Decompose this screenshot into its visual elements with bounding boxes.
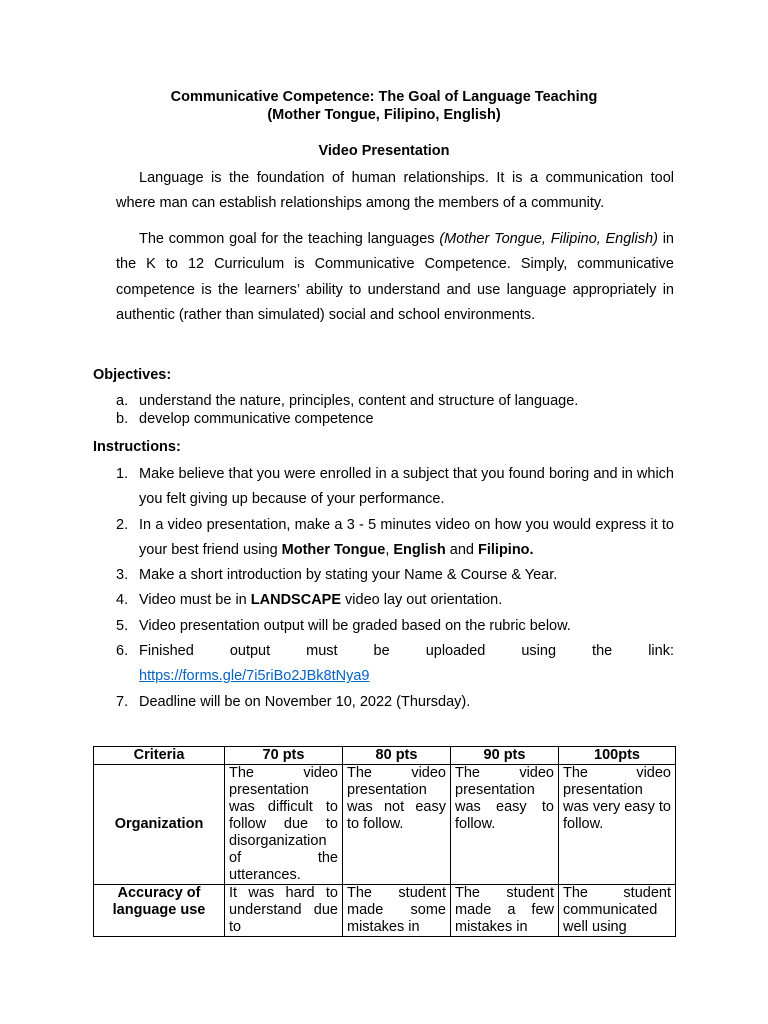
instruction-text: Video must be in (139, 592, 251, 609)
instruction-text-end: video lay out orientation. (341, 592, 503, 609)
instruction-separator: and (445, 541, 478, 558)
rubric-header-80: 80 pts (343, 747, 451, 765)
instruction-marker: 4. (116, 592, 129, 609)
rubric-cell: The video presentation was very easy to follow. (559, 765, 676, 885)
rubric-header-70: 70 pts (225, 747, 343, 765)
rubric-cell: It was hard to understand due to (225, 885, 343, 937)
rubric-table (93, 746, 676, 937)
instruction-text: Make a short introduction by stating your Name & Course & Year. (139, 567, 558, 584)
orientation-landscape: LANDSCAPE (250, 592, 342, 609)
rubric-header-criteria: Criteria (94, 747, 225, 765)
intro-paragraph: Language is the foundation of human relationships. It is a communication tool where man can establish relationships among the members of a community. (116, 170, 674, 212)
objectives-heading: Objectives: (93, 367, 172, 383)
document-title: Communicative Competence: The Goal of Language Teaching (170, 89, 598, 105)
instruction-separator: , (385, 541, 394, 558)
objective-item (116, 410, 674, 428)
goal-paragraph-end: in the K to 12 Curriculum is Communicative Competence. Simply, communicative competence is the learners’ ability to understand and use language appropriately in authentic (rather than simulated) social and school environments. (116, 231, 674, 323)
document-title-languages: (Mother Tongue, Filipino, English) (267, 107, 501, 123)
instruction-text: Make believe that you were enrolled in a subject that you found boring and in which you felt giving up because of your performance. (139, 466, 674, 508)
instruction-text: Deadline will be on November 10, 2022 (Thursday). (139, 693, 471, 710)
instruction-text: Finished output must be uploaded using the link: (139, 643, 674, 660)
upload-form-link[interactable]: https://forms.gle/7i5riBo2JBk8tNya9 (139, 668, 370, 685)
objective-item (116, 392, 674, 410)
objective-text: understand the nature, principles, content and structure of language. (139, 393, 579, 409)
instruction-marker: 3. (116, 567, 129, 584)
language-mother-tongue: Mother Tongue (281, 541, 386, 558)
rubric-header-100: 100pts (559, 747, 676, 765)
instruction-marker: 1. (116, 466, 129, 482)
objective-text: develop communicative competence (139, 411, 374, 427)
instruction-item (116, 690, 674, 715)
rubric-criteria-organization: Organization (94, 765, 225, 885)
instruction-marker: 6. (116, 643, 129, 660)
rubric-cell: The student communicated well using (559, 885, 676, 937)
goal-paragraph-start: The common goal for the teaching languages (139, 231, 440, 247)
objective-marker: b. (116, 411, 129, 427)
rubric-header-90: 90 pts (451, 747, 559, 765)
rubric-cell: The video presentation was not easy to follow. (343, 765, 451, 885)
objectives-list (116, 392, 674, 428)
rubric-header-row (94, 747, 676, 765)
language-filipino: Filipino. (478, 541, 534, 558)
instruction-item (116, 462, 674, 513)
instruction-item (116, 513, 674, 564)
instruction-item (116, 563, 674, 588)
rubric-cell: The video presentation was difficult to follow due to disorganization of the utterances. (225, 765, 343, 885)
instruction-marker: 2. (116, 516, 129, 533)
rubric-criteria-accuracy: Accuracy of language use (94, 885, 225, 937)
rubric-row-organization (94, 765, 676, 885)
instructions-list (116, 462, 674, 715)
instructions-heading: Instructions: (93, 439, 181, 455)
instruction-marker: 7. (116, 693, 129, 710)
goal-paragraph-languages: (Mother Tongue, Filipino, English) (439, 231, 658, 247)
rubric-cell: The student made a few mistakes in (451, 885, 559, 937)
rubric-cell: The video presentation was easy to follow. (451, 765, 559, 885)
instruction-item (116, 639, 674, 690)
instruction-marker: 5. (116, 617, 129, 634)
rubric-cell: The student made some mistakes in (343, 885, 451, 937)
language-english: English (393, 541, 446, 558)
rubric-row-accuracy (94, 885, 676, 937)
instruction-text: Video presentation output will be graded based on the rubric below. (139, 617, 571, 634)
goal-paragraph (116, 227, 674, 328)
instruction-item (116, 588, 674, 613)
objective-marker: a. (116, 393, 129, 409)
document-subtitle: Video Presentation (318, 143, 450, 159)
instruction-text: In a video presentation, make a 3 - 5 minutes video on how you would express it to your best friend using (139, 516, 674, 558)
instruction-item (116, 614, 674, 639)
